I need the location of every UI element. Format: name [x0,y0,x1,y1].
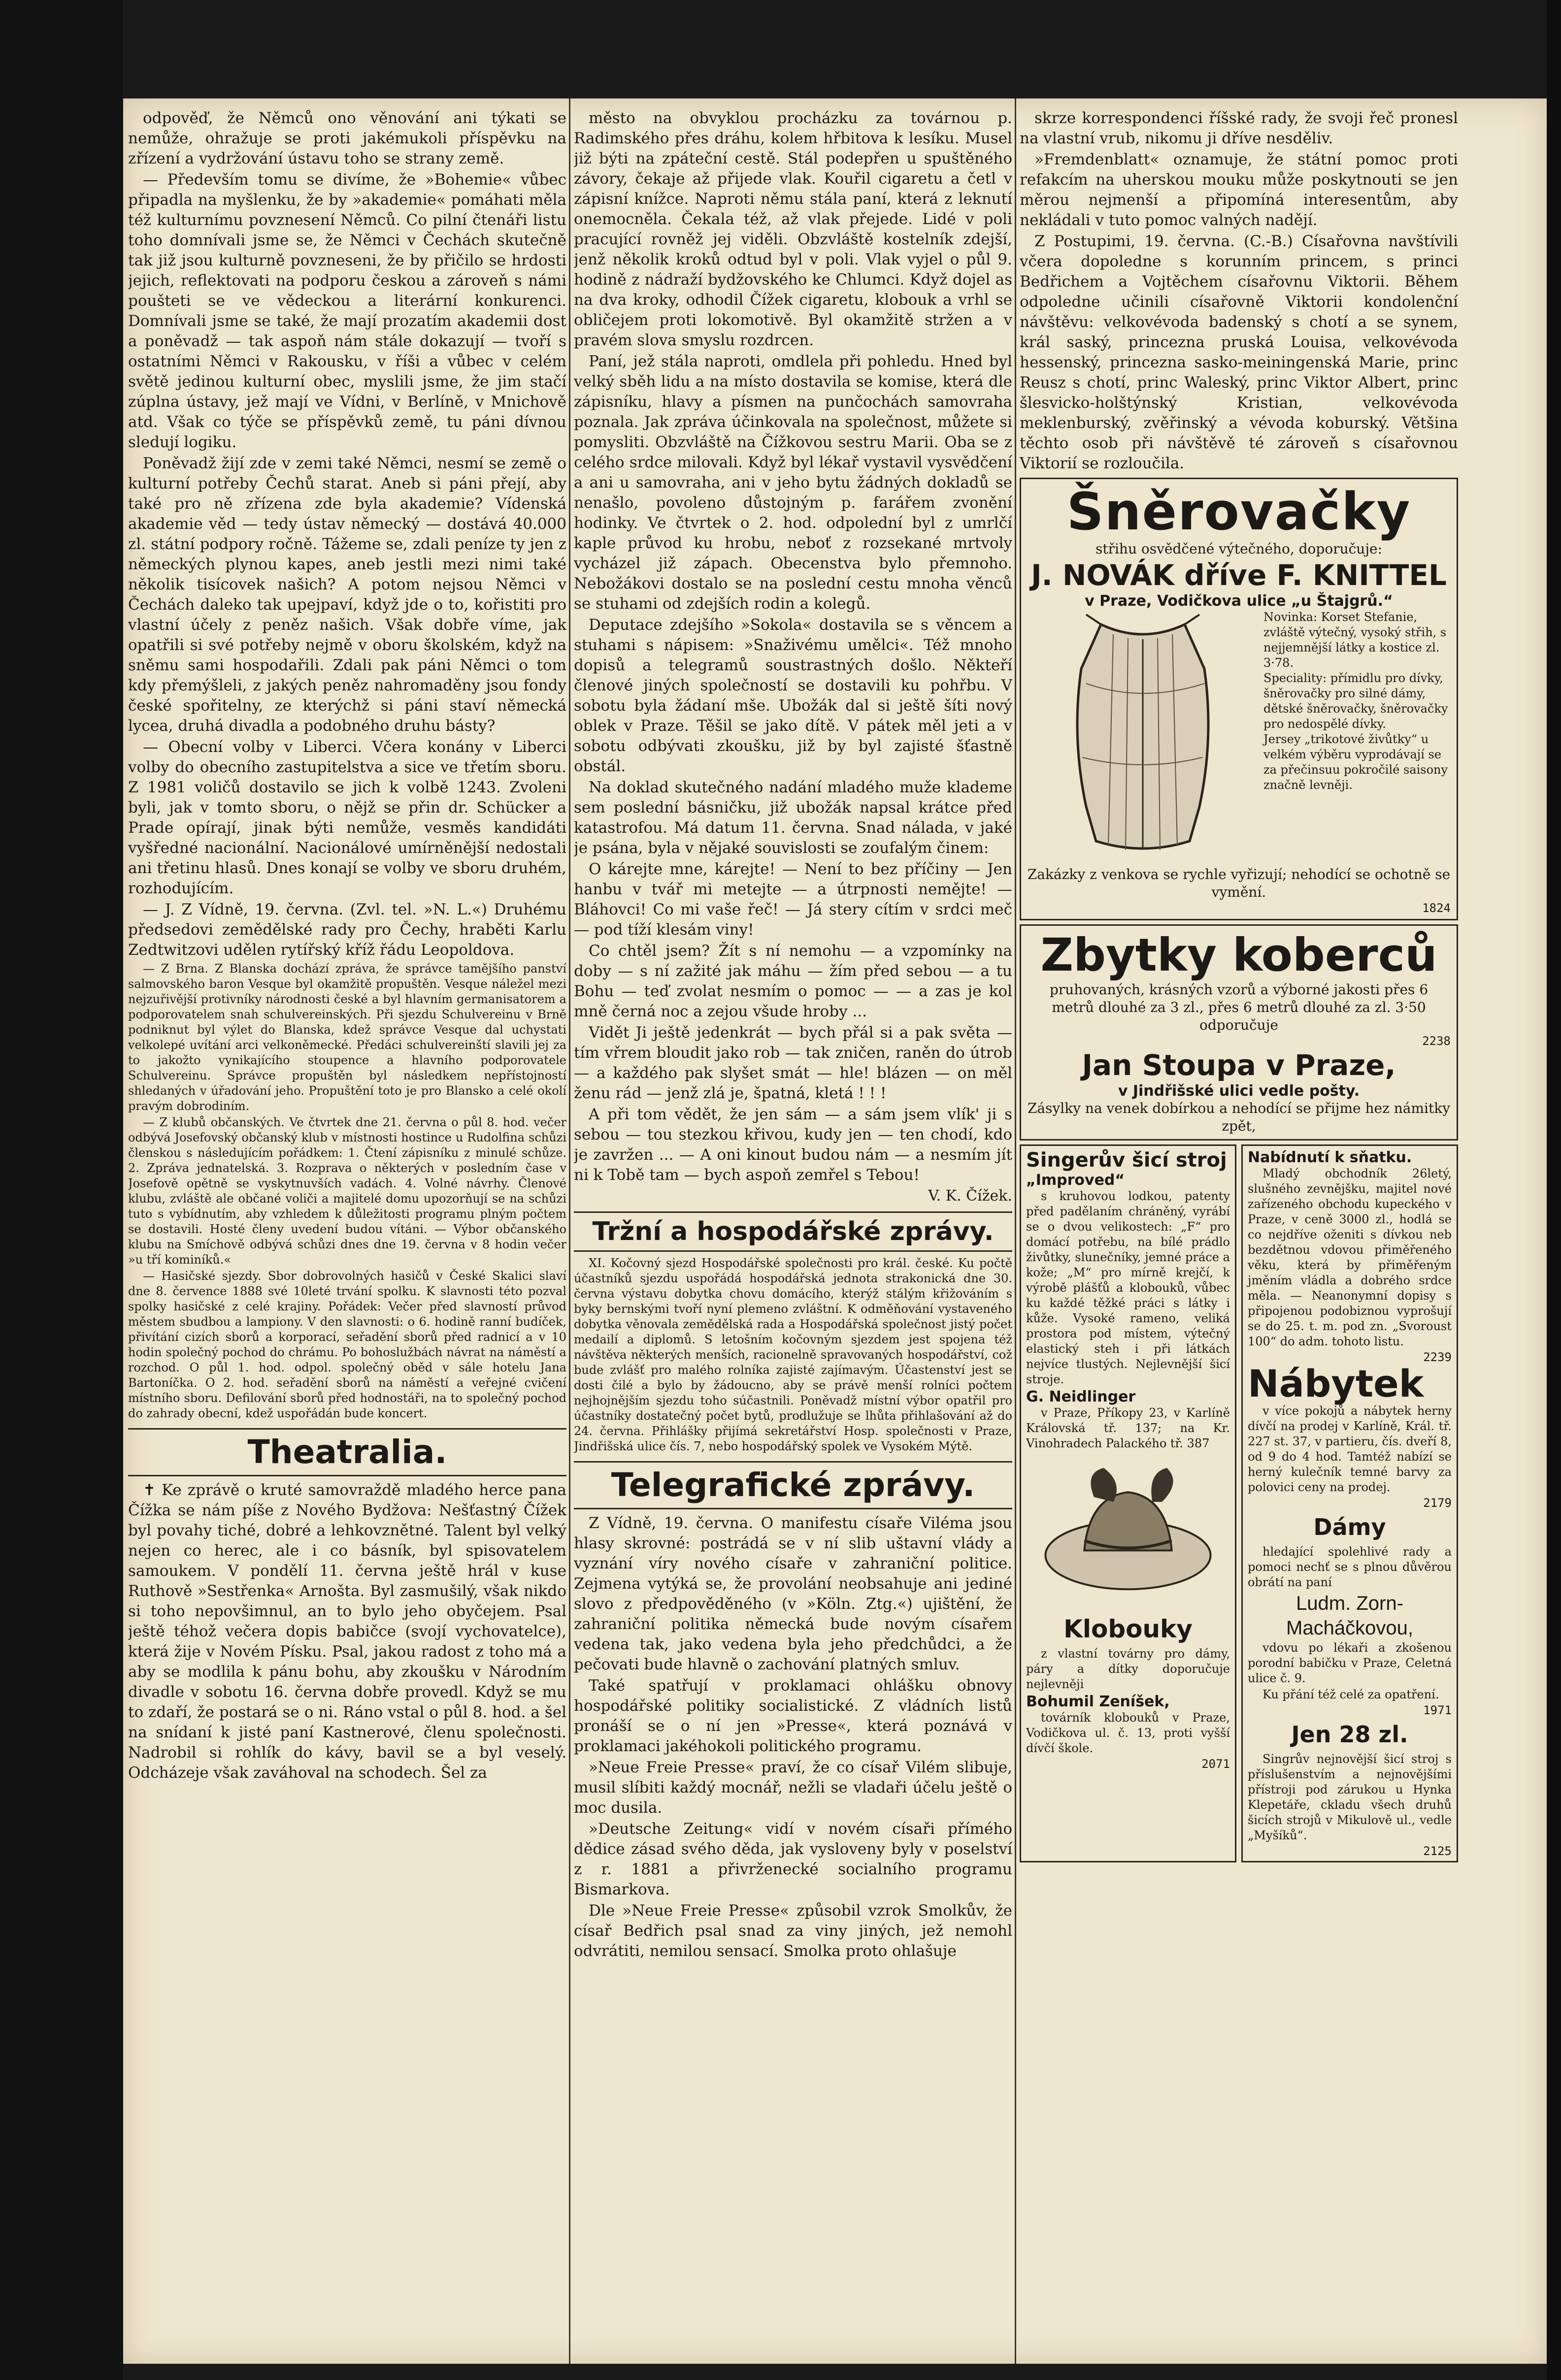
article-paragraph: Dle »Neue Freie Presse« způsobil vzrok Smolkův, že císař Bedřich psal snad za viny jiných, jež nemohl odvrátiti, nemilou sensací. Smolka proto ohlašuje [574,1902,1012,1960]
scan-border-left [0,0,123,2380]
ad-address: v Jindřišské ulici vedle pošty. [1118,1082,1360,1100]
article-byline: V. K. Čížek. [928,1187,1012,1205]
news-item: XI. Kočovný sjezd Hospodářské společnosti pro král. české. Ku počtě účastníků sjezdu uspořádá hospodářská jednota strakonická dne 30. června výstavu dobytka chovu domácího, kterýž stálým křižováním s byky bernskými tvoří nyní plemeno zvláštní. K odměňování vystaveného dobytka věnovala zemědělská rada a Hospodářská společnost jistý počet medailí a diplomů. S letošním kočovným sjezdem jest spojena též návštěva některých menších, racionelně spravovaných hospodářství, což bude zvlášť pro malého rolníka zajisté zajímavým. Účastenství jest se dosti čilé a bylo by žádoucno, aby se právě menší rolníci počtem nejhojnějším sjezdu toho súčastnili. Poněvadž místní výbor opatřil pro účastníky dostatečný počet bytů, prodlužuje se lhůta přihlašování až do 24. června. Přihlášky přijímá sekretářství Hosp. společnosti v Praze, Jindřišská ulice čís. 7, nebo hospodářský spolek ve Vysokém Mýtě. [574,1256,1012,1453]
ad-subtitle: střihu osvědčené výtečného, doporučuje: [1095,541,1383,557]
ad-title: Dámy [1313,1514,1386,1540]
corset-illustration [1027,610,1259,866]
ad-number: 1824 [1422,901,1451,915]
ad-text: Singrův nejnovější šicí stroj s příslušenstvím a nejnovějšími přístroji pod zárukou u Hynka Klepetáře, ckladu všech druhů šicích strojů v Mikulově ul., vedle „Myšíků“. [1248,1752,1452,1842]
ad-subtitle: „Improved“ [1026,1172,1125,1189]
article-paragraph: skrze korrespondenci říšské rady, že svoji řeč pronesl na vlastní vrub, nikomu ji dříve nesděliv. [1020,109,1458,147]
section-heading-telegraph: Telegrafické zprávy. [574,1461,1012,1509]
poem-stanza: Vidět Ji ještě jedenkrát — bych přál si a pak světa — tím vřrem bloudit jako rob — tak zničen, raněn do útrob — a každého pak slyšet smát — hle! blázen — on měl ženu rád — jenž zlá je, špatná, kletá ! ! ! [574,1024,1012,1102]
news-item: — Z klubů občanských. Ve čtvrtek dne 21. června o půl 8. hod. večer odbývá Josefovský občanský klub v místnosti hostince u Rudolfina schůzi členskou s následujícím pořádkem: 1. Čtení zápisníku z minulé schůze. 2. Zpráva jednatelská. 3. Rozprava o některých v posledním čase v Josefově opětně se vyskytnuvších vadách. 4. Volné návrhy. Členové klubu, zvláště ale občané voliči a majitelé domu upozorňují se na schůzi tuto s vybídnutím, aby vzhledem k důležitosti programu plným počtem se dostavili. Hosté členy uvedení budou vítáni. — Výbor občanského klubu na Smíchově odbývá schůzi dnes dne 19. června v 8 hodin večer »u tří kominíků.« [128,1115,566,1267]
ad-number: 2125 [1423,1844,1452,1858]
article-paragraph: — Obecní volby v Liberci. Včera konány v Liberci volby do obecního zastupitelstva a sice ve třetím sboru. Z 1981 voličů dostavilo se jich k volbě 1243. Zvoleni byli, jak v tomto sboru, o nějž se přin dr. Schücker a Prade opírají, jinak býti nemůže, vesměs kandidáti vyšředné nacionální. Nacionálové umírněnější nedostali ani třetinu hlasů. Dnes konají se volby ve sboru druhém, rozhodujícím. [128,738,566,897]
ad-title: Jen 28 zl. [1291,1721,1408,1748]
ad-text: Ku přání též celé za opatření. [1262,1688,1439,1701]
article-paragraph: Na doklad skutečného nadání mladého muže klademe sem poslední básničku, již ubožák napsal krátce před katastrofou. Má datum 11. června. Snad nálada, v jaké je psána, byla v nějaké souvislosti se zoufalým činem: [574,779,1012,857]
poem-stanza: A při tom vědět, že jen sám — a sám jsem vlík' ji s sebou — tou stezkou křivou, kudy jen — ten chodí, kdo je zavržen ... — A oni kinout budou nám — a nesmím jít ni k Tobě tam — bych aspoň zemřel s Tebou! [574,1106,1012,1184]
ad-left-stack [1020,1144,1236,1862]
ad-firm-name: Jan Stoupa v Praze, [1082,1048,1396,1082]
section-heading-theatralia: Theatralia. [128,1428,566,1476]
scan-border-right [1547,0,1561,2380]
section-heading-market: Tržní a hospodářské zprávy. [574,1211,1012,1252]
ad-firm-name: J. NOVÁK dříve F. KNITTEL [1031,558,1447,592]
ad-number: 2239 [1423,1350,1452,1364]
article-paragraph: Paní, jež stála naproti, omdlela při pohledu. Hned byl velký sběh lidu a na místo dostavila se komise, která dle zápisníku, hlavy a písmen na punčochách samovraha poznala. Jak zpráva účinkovala na společnost, můžete si pomysliti. Obzvláště na Čížkovou sestru Marii. Oba se z celého srdce milovali. Když byl lékař vystavil vysvědčení a ani u samovraha, ani v jeho bytu žádných dokladů se nenašlo, povoleno důstojným p. farářem zvonění hodinky. Ve čtvrtek o 2. hod. odpolední byl z umrlčí kaple průvod ku hrobu, neboť z rozsekané mrtvoly vycházel již zápach. Obecenstva bylo přemnoho. Nebožákovi dostalo se na poslední cestu mnoha věnců se stuhami od zdejších rodin a kolegů. [574,353,1012,613]
ad-address: v Praze, Vodičkova ulice „u Štajgrů.“ [1085,592,1393,610]
column-rule [1015,98,1016,2364]
article-paragraph: Poněvadž žijí zde v zemi také Němci, nesmí se země o kulturní potřeby Čechů starat. Aneb si páni přejí, aby také pro ně zřízena zde byla akademie? Vídenská akademie věd — tedy ústav německý — dostává 40.000 zl. státní podpory ročně. Tážeme se, zdali peníze ty jen z německých plynou kapes, aneb jestli mezi nimi také několik tisícovek našich? A potom nejsou Němci v Čechách daleko tak upejpaví, když jde o to, kořistiti pro vlastní účely z peněz našich. Však dobře víme, jak opatřili si své potřeby nejmě v oboru školském, když na sněmu sami hospodařili. Zdali pak páni Němci o tom kdy přemýšleli, z jakých peněz nahromaděny jsou fondy české spořitelny, ze kterýchž si páni staví německá lycea, druhá divadla a podobného druhu básty? [128,455,566,735]
column-2 [574,108,1012,2354]
ad-person-name: Ludm. Zorn-Macháčkovou, [1286,1593,1413,1639]
ad-heading: Nabídnutí k sňatku. [1248,1149,1412,1166]
ad-text: v více pokojů a nábytek herny dívčí na prodej v Karlíně, Král. tř. 227 st. 37, v partieru, čís. dveří 8, od 9 do 4 hod. Tamtéž nabízí se herný kulečník temné barvy za polovici ceny na prodej. [1248,1404,1452,1494]
newspaper-page [123,98,1547,2364]
poem-stanza: Co chtěl jsem? Žít s ní nemohu — a vzpomínky na doby — s ní zažité jak máhu — žím před sebou — a tu Bohu — teď zvolat nesmím o pomoc — — a zas je kol mně černá noc a zejou všude hroby ... [574,942,1012,1020]
article-paragraph: — J. Z Vídně, 19. června. (Zvl. tel. »N. L.«) Druhému předsedovi zemědělské rady pro Čechy, hraběti Karlu Zedtwitzovi udělen rytířský kříž řádu Leopoldova. [128,901,566,959]
article-paragraph: Z Vídně, 19. června. O manifestu císaře Viléma jsou hlasy skrovné: postrádá se v ní slib uštavní vlády a vyznání víry nového císaře v zahraniční politice. Zejmena vytýká se, že provolání neobsahuje ani jediné slovo z předpověděného (v »Köln. Ztg.«) ujištění, že zahraniční politika německá bude novým císařem vedena tak, jako vedena byla jeho předchůdci, a že pečovati bude hlavně o zachování platných smluv. [574,1514,1012,1673]
article-paragraph: ✝ Ke zprávě o kruté samovraždě mladého herce pana Čížka se nám píše z Nového Bydžova: Nešťastný Čížek byl povahy tiché, dobré a lehkovznětné. Talent byl velký nejen co herec, ale i co básník, byl spisovatelem samoukem. V pondělí 11. června ještě hrál v kuse Ruthově »Sestřenka« Arnošta. Byl zasmušilý, však nikdo si toho nepovšimnul, an to bylo jeho obyčejem. Psal ještě téhož večera dopis babičce (svojí vychovatelce), která žije v Novém Písku. Psal, jakou radost z toho má a aby se modlila k pánu bohu, aby zkoušku v Národním divadle v sobotu 16. června dobře provedl. Když se mu to zdaří, že postará se o ni. Ráno vstal o půl 8. hod. a šel na snídaní k jisté paní Kastnerové, členu společnosti. Nadrobil si rohlík do kávy, bavil se a byl veselý. Odcházeje však zaváhoval na schodech. Šel za [128,1481,566,1782]
ad-address: továrník klobouků v Praze, Vodičkova ul. č. 13, proti vyšší dívčí škole. [1026,1711,1230,1755]
ad-note: Speciality: přímidlu pro dívky, šněrovačky pro silné dámy, dětské šněrovačky, šněrovačky pro nedospělé dívky. [1263,671,1448,731]
ad-snerovacky [1020,478,1458,920]
ad-title: Singerův šicí stroj [1026,1149,1227,1172]
news-item: — Hasičské sjezdy. Sbor dobrovolných hasičů v České Skalici slaví dne 8. července 1888 své 10leté trvání spolku. K slavnosti této pozval spolky hasičské z celé krajiny. Pořádek: Večer před slavností průvod městem sbudbou a lampiony. V den slavnosti: o 6. hodině ranní budíček, přivítání cizích sborů a korporací, seřadění sborů před radnicí a v 10 hodin společný pochod do chrámu. Po bohoslužbách návrat na náměstí a rozchod. O půl 1. hod. odpol. společný oběd v sále hotelu Jana Bartoníčka. O 2. hod. seřadění sborů na náměstí a veřejné cvičení místního sboru. Defilování sborů před hodnostáři, na to společný pochod do zahrady obecní, kdež uspořádán bude koncert. [128,1269,566,1420]
ad-note: Novinka: Korset Stefanie, zvláště výtečný, vysoký střih, s nejjemnější látky a kostice zl. 3·78. [1263,610,1447,670]
ad-title: Klobouky [1063,1615,1193,1643]
ad-number: 2071 [1201,1757,1230,1771]
ad-note: Jersey „trikotové živůtky“ u velkém výběru vyprodávají se za přečinsuu pokročilé saisony značně levněji. [1263,732,1448,792]
ad-number: 2238 [1422,1034,1451,1048]
article-paragraph: odpověď, že Němců ono věnování ani týkati se nemůže, ohražuje se proti jakémukoli příspěvku na zřízení a vydržování ústavu toho se strany země. [128,109,566,167]
poem-stanza: O kárejte mne, kárejte! — Není to bez příčiny — Jen hanbu v tvář mi metejte — a útrpnosti nemějte! — Bláhovci! Co mi vaše řeč! — Já stery cítím v srdci meč — pod tíží klesám viny! [574,860,1012,939]
article-paragraph: »Fremdenblatt« oznamuje, že státní pomoc proti refakcím na uherskou mouku může poskytnouti se jen měrou nejmenší a připomíná interesentům, aby nekládali v tuto pomoc valných nadějí. [1020,151,1458,229]
ad-firm-name: G. Neidlinger [1026,1388,1136,1405]
ad-text: hledající spolehlivé rady a pomoci nechť se s plnou důvěrou obrátí na paní [1248,1545,1452,1589]
article-paragraph: město na obvyklou procházku za továrnou p. Radimského přes dráhu, kolem hřbitova k lesíku. Musel již býti na zpáteční cestě. Stál podepřen u spuštěného závory, čekaje až přijede vlak. Kouřil cigaretu a četl v zápisní knížce. Naproti němu stála paní, která z leknutí onemocněla. Čekala též, až vlak přejede. Lidé v poli pracující rovněž jej viděli. Obzvláště kostelník zdejší, jenž několik kroků odtud byl v poli. Vlak vyjel o půl 9. hodině z nádraží bydžovského ke Chlumci. Když dojel as na dva kroky, odhodil Čížek cigaretu, klobouk a vrhl se obličejem proti lokomotivě. Byl okamžitě stržen a v pravém slova smyslu rozdrcen. [574,109,1012,349]
ad-koberce [1020,924,1458,1141]
ad-firm-name: Bohumil Zeníšek, [1026,1693,1170,1710]
column-rule [569,98,570,2364]
ad-number: 2179 [1423,1496,1452,1510]
ad-note: Zásylky na venek dobírkou a nehodící se přijme hez námitky zpět, [1027,1100,1451,1134]
article-paragraph: — Především tomu se divíme, že »Bohemie« vůbec připadla na myšlenku, že by »akademie« pomáhati měla též kulturnímu povznesení Němců. Co pilní čtenáři listu toho domnívali jsme se, že Němci v Čechách skutečně tak již jsou kulturně povzneseni, že by přičilo se hrdosti jejich, reflektovati na podporu českou a zároveň s námi poušteti se ve vědeckou a literární konkurenci. Domnívali jsme se také, že mají prozatím akademii dost a poněvadž — tak aspoň nám stále dokazují — tvoří s ostatními Němci v Rakousku, v říši a vůbec v celém světě jedinou kulturní obec, myslili jsme, že jim stačí zúplna ústavy, jež mají ve Vídni, v Berlíně, v Mnichově atd. Však co týče se příspěvků země, tu páni dívnou sledují logiku. [128,171,566,451]
ad-title: Zbytky koberců [1040,929,1437,981]
article-paragraph: Také spatřují v proklamaci ohlášku obnovy hospodářské politiky socialistické. Z vládních listů pronáší se o ní jen »Presse«, která poznává v proklamaci jakéhokoli politického programu. [574,1677,1012,1755]
ad-text: s kruhovou lodkou, patenty před padělaním chráněný, vyrábí se o dvou velikostech: „F“ pro domácí potřebu, na bílé prádlo živůtky, slunečníky, jemné práce a kože; „M“ pro mírně krejčí, k výrobě plášťů a klobouků, vůbec ku každé těžké práci s látky i kůže. Vysoké rameno, veliká prostora pod místem, výtečný elastický steh i při látkách nejvíce tlustých. Nejlevnější šicí stroje. [1026,1189,1230,1386]
article-paragraph: »Neue Freie Presse« praví, že co císař Vilém slibuje, musil slíbiti každý mocnář, nežli se vladaři účelu ještě o moc dusila. [574,1759,1012,1817]
column-1 [128,108,566,2354]
ad-text: vdovu po lékaři a zkošenou porodní babičku v Praze, Celetná ulice č. 9. [1248,1641,1452,1685]
hat-illustration [1026,1452,1230,1610]
ad-text: z vlastní továrny pro dámy, páry a dítky doporučuje nejlevněji [1026,1647,1230,1691]
news-item: — Z Brna. Z Blanska dochází zpráva, že správce tamějšího panství salmovského baron Vesque byl okamžitě propuštěn. Vesque náležel mezi nejzuřivější protivníky národnosti české a byl hlavním germanisatorem a podporovatelem snah schulvereinských. Při sjezdu Schulvereinu v Brně podniknut byl výlet do Blanska, kdež správce Vesque dal uchystati velkolepé uvítání arci velkoněmecké. Předáci schulvereinští slavili jej za to jakožto vynikajícího stoupence a hlavního podporovatele Schulvereinu. Správce propuštěn byl následkem nepřístojností shledaných v úřadování jeho. Propuštění toto je pro Blansko a celé okolí pravým dobrodiním. [128,962,566,1113]
ad-footer: Zakázky z venkova se rychle vyřizují; nehodící se ochotně se vymění. [1027,866,1451,900]
ad-title: Nábytek [1248,1362,1424,1405]
ad-text: Mladý obchodník 26letý, slušného zevnějšku, majitel nové zařízeného obchodu kupeckého v Praze, v ceně 3000 zl., hodlá se co nejdříve oženiti s dívkou neb bezdětnou vdovou přiměřeného věku, která by přiměřeným jměním vládla a dobrého srdce měla. — Neanonymní dopisy s připojenou podobiznou vyprošují se do 25. t. m. pod zn. „Svoroust 100“ do adm. tohoto listu. [1248,1167,1452,1348]
ad-text: pruhovaných, krásných vzorů a výborné jakosti přes 6 metrů dlouhé za 3 zl., přes 6 metrů dlouhé za zl. 3·50 odporučuje [1049,981,1428,1033]
article-paragraph: Z Postupimi, 19. června. (C.-B.) Císařovna navštívili včera dopoledne s korunním princem, s princi Bedřichem a Vojtěchem císařovnu Viktorii. Během odpoledne učinili císařovně Viktorii kondolenční návštěvu: velkovévoda badenský s chotí a se synem, král saský, princezna pruská Louisa, velkovévoda hessenský, princezna sasko-meiningenská Marie, princ Reusz s chotí, princ Waleský, princ Viktor Albert, princ šlesvicko-holštýnský Kristian, velkovévoda meklenburský, zvěřinský a vévoda koburský. Většina těchto osob při návštěvě té zároveň s císařovnou Viktorií se rozloučila. [1020,232,1458,472]
article-paragraph: »Deutsche Zeitung« vidí v novém císaři přímého dědice zásad svého děda, jak vysloveny byly v poselství z r. 1881 a přivrženecké socialního programu Bismarkova. [574,1820,1012,1898]
article-paragraph: Deputace zdejšího »Sokola« dostavila se s věncem a stuhami s nápisem: »Snaživému umělci«. Též mnoho dopisů a telegramů soustrastných došlo. Někteří členové jiných společností se dostavili ku pohřbu. V sobotu byla žádaní mše. Ubožák dal si ještě šíti nový oblek v Praze. Těšil se jako dítě. V pátek měl jeti a v sobotu odbývati zkoušku, již by byl zajisté šťastně obstál. [574,616,1012,775]
column-3 [1020,108,1458,2354]
ad-title: Šněrovačky [1066,482,1411,542]
ad-address: v Praze, Příkopy 23, v Karlíně Královská tř. 137; na Kr. Vinohradech Palackého tř. 387 [1026,1406,1230,1450]
ad-right-stack [1241,1144,1458,1862]
ad-number: 1971 [1423,1703,1452,1717]
